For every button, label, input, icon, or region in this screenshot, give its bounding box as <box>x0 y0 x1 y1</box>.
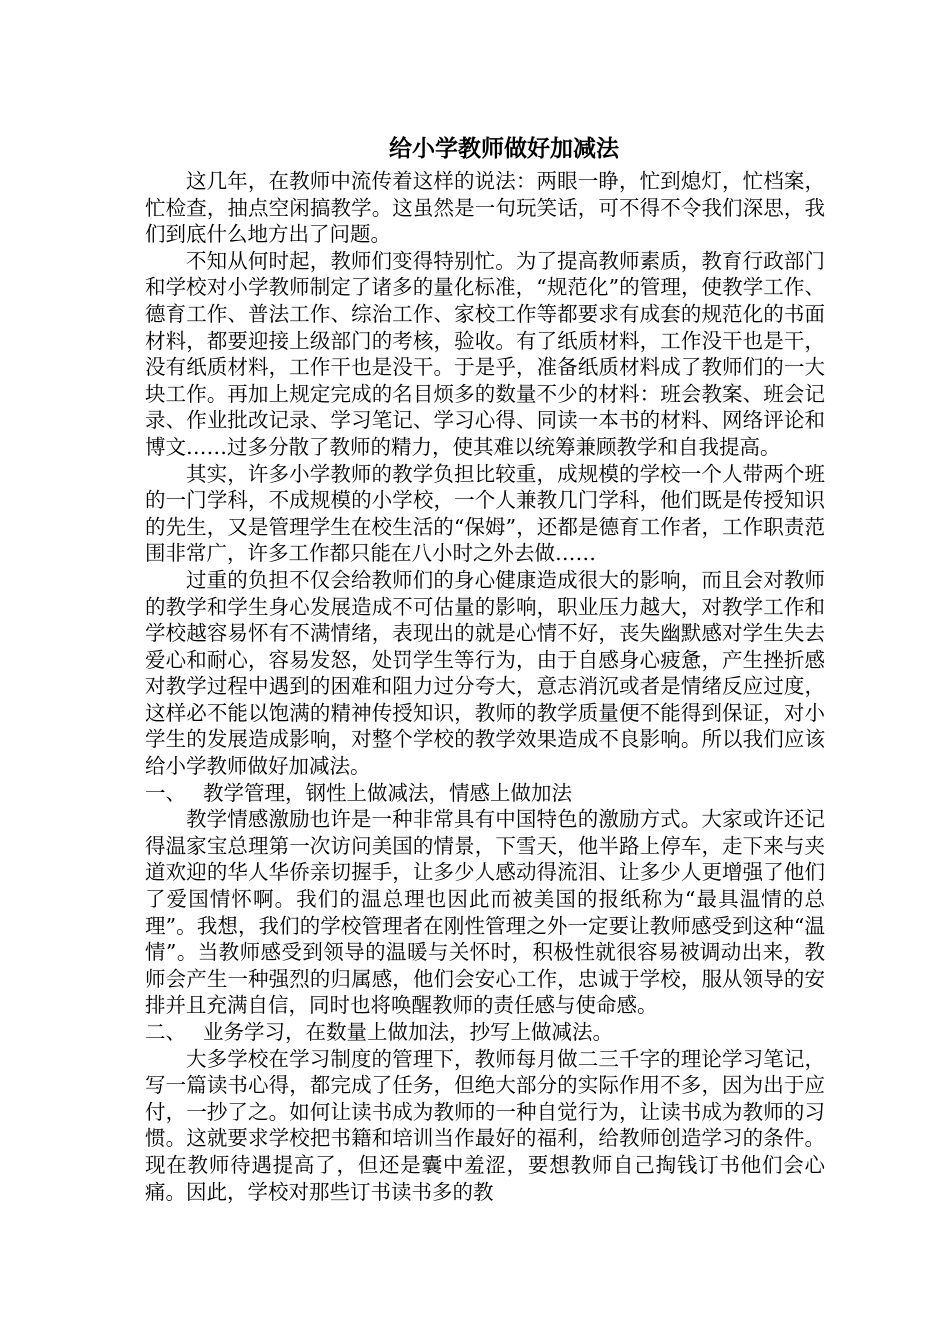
section-1-title: 教学管理，钢性上做减法，情感上做加法 <box>203 780 572 805</box>
section-2-title: 业务学习，在数量上做加法，抄写上做减法。 <box>203 1020 613 1044</box>
section-2-paragraph: 大多学校在学习制度的管理下，教师每月做二三千字的理论学习笔记，写一篇读书心得，都完成了任务，但绝大部分的实际作用不多，因为出于应付，一抄了之。如何让读书成为教师的一种自觉行为，让读书成为教师的习惯。这就要求学校把书籍和培训当作最好的福利，给教师创造学习的条件。现在教师待遇提高了，但还是囊中羞涩，要想教师自己掏钱订书他们会心痛。因此，学校对那些订书读书多的教 <box>145 1046 825 1204</box>
section-1-paragraph: 教学情感激励也许是一种非常具有中国特色的激励方式。大家或许还记得温家宝总理第一次访问美国的情景，下雪天，他半路上停车，走下来与夹道欢迎的华人华侨亲切握手，让多少人感动得流泪、让多少人更增强了他们了爱国情怀啊。我们的温总理也因此而被美国的报纸称为“最具温情的总理”。我想，我们的学校管理者在刚性管理之外一定要让教师感受到这种“温情”。当教师感受到领导的温暖与关怀时，积极性就很容易被调动出来，教师会产生一种强烈的归属感，他们会安心工作，忠诚于学校，服从领导的安排并且充满自信，同时也将唤醒教师的责任感与使命感。 <box>145 807 825 1018</box>
paragraph-burden: 其实，许多小学教师的教学负担比较重，成规模的学校一个人带两个班的一门学科，不成规模的小学校，一个人兼教几门学科，他们既是传授知识的先生，又是管理学生在校生活的“保姆”，还都是德育工作者，工作职责范围非常广，许多工作都只能在八小时之外去做…… <box>145 461 825 566</box>
document-page <box>145 132 825 1205</box>
section-2-heading <box>145 1019 825 1046</box>
section-2-number: 二、 <box>145 1020 186 1044</box>
section-1-heading <box>145 780 825 807</box>
paragraph-intro: 这几年，在教师中流传着这样的说法：两眼一睁，忙到熄灯，忙档案，忙检查，抽点空闲搞教学。这虽然是一句玩笑话，可不得不令我们深思，我们到底什么地方出了问题。 <box>145 169 825 247</box>
paragraph-busy: 不知从何时起，教师们变得特别忙。为了提高教师素质，教育行政部门和学校对小学教师制定了诸多的量化标准，“规范化”的管理，使教学工作、德育工作、普法工作、综治工作、家校工作等都要求有成套的规范化的书面材料，都要迎接上级部门的考核，验收。有了纸质材料，工作没干也是干，没有纸质材料，工作干也是没干。于是乎，准备纸质材料成了教师们的一大块工作。再加上规定完成的名目烦多的数量不少的材料：班会教案、班会记录、作业批改记录、学习笔记、学习心得、同读一本书的材料、网络评论和博文……过多分散了教师的精力，使其难以统筹兼顾教学和自我提高。 <box>145 248 825 459</box>
section-1-number: 一、 <box>145 780 186 805</box>
paragraph-effects: 过重的负担不仅会给教师们的身心健康造成很大的影响，而且会对教师的教学和学生身心发展造成不可估量的影响，职业压力越大，对教学工作和学校越容易怀有不满情绪，表现出的就是心情不好，丧失幽默感对学生失去爱心和耐心，容易发怒，处罚学生等行为，由于自感身心疲惫，产生挫折感对教学过程中遇到的困难和阻力过分夸大，意志消沉或者是情绪反应过度，这样必不能以饱满的精神传授知识，教师的教学质量便不能得到保证，对小学生的发展造成影响，对整个学校的教学效果造成不良影响。所以我们应该给小学教师做好加减法。 <box>145 567 825 779</box>
document-title: 给小学教师做好加减法 <box>389 136 619 162</box>
